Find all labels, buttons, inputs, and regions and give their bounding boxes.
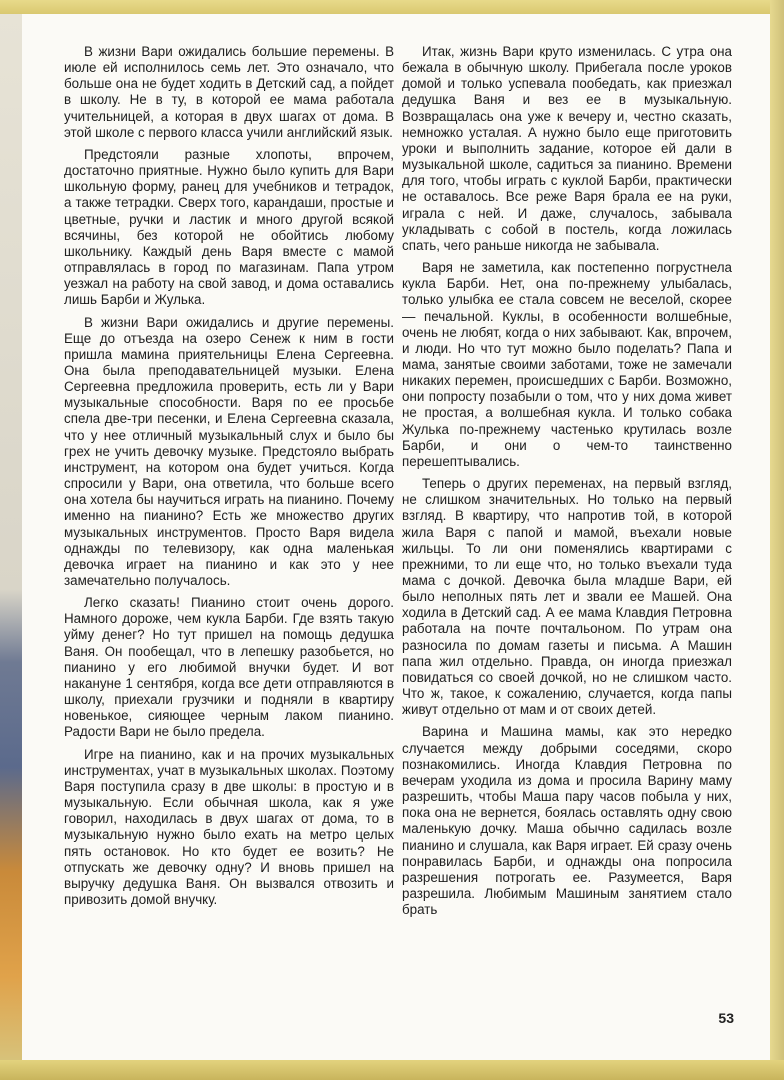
book-spine-edge [0, 14, 22, 1060]
paragraph: Предстояли разные хлопоты, впрочем, достаточно приятные. Нужно было купить для Вари школьную форму, ранец для учебников и тетрадок, а также тетрадки. Сверх того, карандаши, простые и цветные, ручки и ластик и много другой всякой всячины, без которой не обойтись любому школьнику. Каждый день Варя вместе с мамой отправлялась в город по магазинам. Папа утром уезжал на работу на свой завод, и дома оставались лишь Барби и Жулька. [64, 146, 394, 308]
left-column [64, 44, 394, 914]
paragraph: Теперь о других переменах, на первый взгляд, не слишком значительных. Но только на первый взгляд. В квартиру, что напротив той, в которой жила Варя с папой и мамой, въехали новые жильцы. То ли они поменялись квартирами с прежними, то ли еще что, но только въехали туда мама с дочкой. Девочка была младше Вари, ей было неполных пять лет и звали ее Машей. Она ходила в Детский сад. А ее мама Клавдия Петровна работала на почте почтальоном. По утрам она разносила по домам газеты и письма. А Машин папа жил отдельно. Правда, он иногда приезжал повидаться со своей дочкой, но не слишком часто. Что ж, такое, к сожалению, случается, когда папы живут отдельно от мам и от своих детей. [402, 476, 732, 718]
paragraph: Игре на пианино, как и на прочих музыкальных инструментах, учат в музыкальных школах. Поэтому Варя поступила сразу в две школы: в простую и в музыкальную. Если обычная школа, как я уже говорил, находилась в двух шагах от дома, то в музыкальную нужно было ехать на метро целых пять остановок. Но кто будет ее возить? Не отпускать же девочку одну? И вновь пришел на выручку дедушка Ваня. Он вызвался отвозить и привозить домой внучку. [64, 746, 394, 907]
paragraph: Варя не заметила, как постепенно погрустнела кукла Барби. Нет, она по-прежнему улыбалась, только улыбка ее стала совсем не веселой, скорее — печальной. Куклы, в особенности волшебные, очень не любят, когда о них забывают. Как, впрочем, и люди. Но что тут можно было поделать? Папа и мама, занятые своими заботами, тоже не замечали никаких перемен, происшедших с Барби. Возможно, они попросту позабыли о том, что у них дома живет не простая, а волшебная кукла. И только собака Жулька по-прежнему частенько крутилась возле Барби, и они о чем-то таинственно перешептывались. [402, 260, 732, 469]
book-page [22, 14, 770, 1060]
scan-border-top [0, 0, 784, 14]
paragraph: Легко сказать! Пианино стоит очень дорого. Намного дороже, чем кукла Барби. Где взять такую уйму денег? Но тут пришел на помощь дедушка Ваня. Он пообещал, что в лепешку разобьется, но пианино у его любимой внучки будет. И вот накануне 1 сентября, когда все дети отправляются в школу, приехали грузчики и подняли в квартиру новенькое, сияющее черным лаком пианино. Радости Вари не было предела. [64, 595, 394, 740]
page-number: 53 [718, 1010, 734, 1026]
paragraph: Варина и Машина мамы, как это нередко случается между добрыми соседями, скоро познакомились. Иногда Клавдия Петровна по вечерам уходила из дома и просила Варину маму разрешить, чтобы Маша пару часов побыла у них, пока она не вернется, боялась оставлять одну свою маленькую дочку. Маша обычно садилась возле пианино и слушала, как Варя играет. Ей сразу очень понравилась Барби, и однажды она попросила разрешения потрогать ее. Разумеется, Варя разрешила. Любимым Машиным занятием стало брать [402, 724, 732, 918]
paragraph: В жизни Вари ожидались большие перемены. В июле ей исполнилось семь лет. Это означало, что больше она не будет ходить в Детский сад, а пойдет в школу. Не в ту, в которой ее мама работала учительницей, а которая в двух шагах от дома. В этой школе с первого класса учили английский язык. [64, 44, 394, 140]
scan-border-right [770, 0, 784, 1080]
scan-border-bottom [0, 1060, 784, 1080]
paragraph: В жизни Вари ожидались и другие перемены. Еще до отъезда на озеро Сенеж к ним в гости пришла мамина приятельницы Елена Сергеевна. Она была преподавательницей музыки. Елена Сергеевна предложила проверить, есть ли у Вари музыкальные способности. Варя по ее просьбе спела две-три песенки, и Елена Сергеевна сказала, что у нее отличный музыкальный слух и было бы грех не учить девочку музыке. Предстояло выбрать инструмент, на котором она будет учиться. Когда спросили у Вари, она ответила, что больше всего она хотела бы научиться играть на пианино. Почему именно на пианино? Есть же множество других музыкальных инструментов. Просто Варя видела однажды по телевизору, как одна маленькая девочка играет на пианино и как это у нее замечательно получалось. [64, 314, 394, 588]
paragraph: Итак, жизнь Вари круто изменилась. С утра она бежала в обычную школу. Прибегала после уроков домой и только успевала пообедать, как приезжал дедушка Ваня и вез ее в музыкальную. Возвращалась она уже к вечеру и, честно сказать, немножко усталая. А нужно было еще приготовить уроки и выполнить задание, которое ей дали в музыкальной школе, садиться за пианино. Времени для того, чтобы играть с куклой Барби, практически не оставалось. Все реже Варя брала ее на руки, играла с ней. И даже, случалось, забывала укладывать с собой в постель, когда ложилась спать, чего раньше никогда не забывала. [402, 44, 732, 253]
right-column [402, 44, 732, 924]
